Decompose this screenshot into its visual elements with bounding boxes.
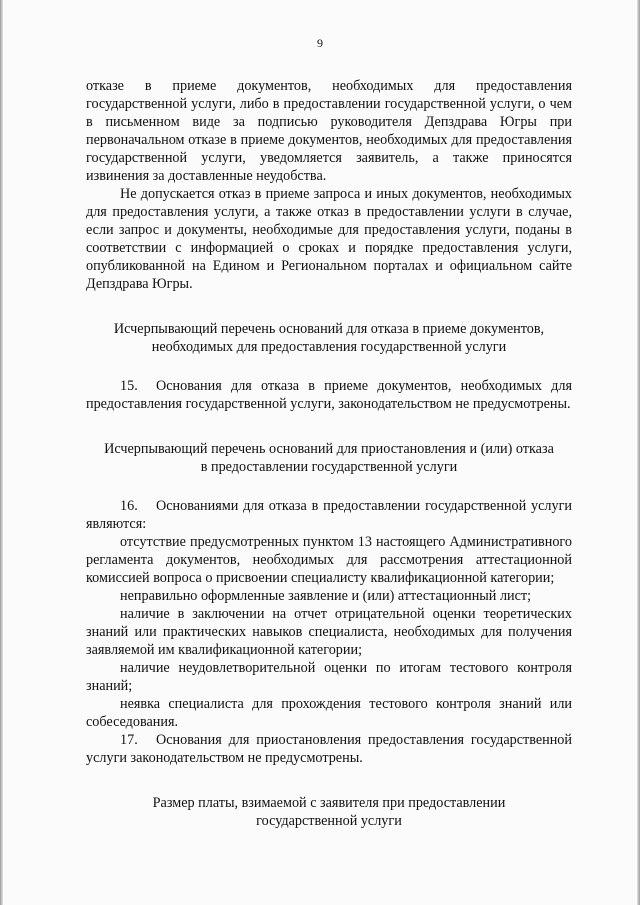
section-heading-fee: [86, 794, 572, 830]
page-edge-left: [0, 0, 3, 905]
paragraph-refusal-notice: отказе в приеме документов, необходимых для предоставления государственной услуги, либо в предоставлении государственной услуги, о чем в письменном виде за подписью руководителя Депздрава Югры при первоначальном отказе в приеме документов, необходимых для предоставления государственной услуги, уведомляется заявитель, а также приносятся извинения за доставленные неудобства.: [86, 78, 572, 184]
heading-line: Исчерпывающий перечень оснований для отказа в приеме документов,: [113, 321, 545, 337]
heading-line: Размер платы, взимаемой с заявителя при предоставлении: [152, 795, 506, 811]
clause-17: [86, 731, 572, 767]
heading-line: в предоставлении государственной услуги: [200, 459, 458, 475]
document-body: [86, 77, 572, 830]
heading-line: государственной услуги: [256, 813, 402, 829]
paragraph-refusal-not-allowed: Не допускается отказ в приеме запроса и иных документов, необходимых для предоставления услуги, а также отказ в предоставлении услуги в случае, если запрос и документы, необходимые для предоставления услуги, поданы в соответствии с информацией о сроках и порядке предоставления услуги, опубликованной на Едином и Региональном порталах и официальном сайте Депздрава Югры.: [86, 186, 572, 292]
heading-line: Исчерпывающий перечень оснований для приостановления и (или) отказа: [104, 441, 554, 457]
clause-text: Основаниями для отказа в предоставлении государственной услуги являются:: [86, 498, 572, 532]
heading-line: необходимых для предоставления государственной услуги: [151, 339, 507, 355]
list-item: неявка специалиста для прохождения тестового контроля знаний или собеседования.: [86, 696, 572, 730]
section-heading-suspension-grounds: [86, 440, 572, 476]
clause-number: 17.: [120, 732, 138, 748]
list-item: неправильно оформленные заявление и (или) аттестационный лист;: [120, 588, 532, 604]
list-item: отсутствие предусмотренных пунктом 13 настоящего Административного регламента документов, необходимых для рассмотрения аттестационной комиссией вопроса о присвоении специалисту квалификационной категории;: [86, 534, 572, 586]
list-item: наличие неудовлетворительной оценки по итогам тестового контроля знаний;: [86, 660, 572, 694]
clause-16: [86, 497, 572, 533]
list-item: наличие в заключении на отчет отрицательной оценки теоретических знаний или практических навыков специалиста, необходимых для получения заявляемой им квалификационной категории;: [86, 606, 572, 658]
clause-number: 15.: [120, 378, 138, 394]
clause-text: Основания для отказа в приеме документов, необходимых для предоставления государственной услуги, законодательством не предусмотрены.: [86, 378, 572, 412]
clause-number: 16.: [120, 498, 138, 514]
clause-15: [86, 377, 572, 413]
section-heading-refusal-grounds: [86, 320, 572, 356]
page-number: 9: [317, 36, 323, 50]
clause-text: Основания для приостановления предоставления государственной услуги законодательством не предусмотрены.: [86, 732, 572, 766]
